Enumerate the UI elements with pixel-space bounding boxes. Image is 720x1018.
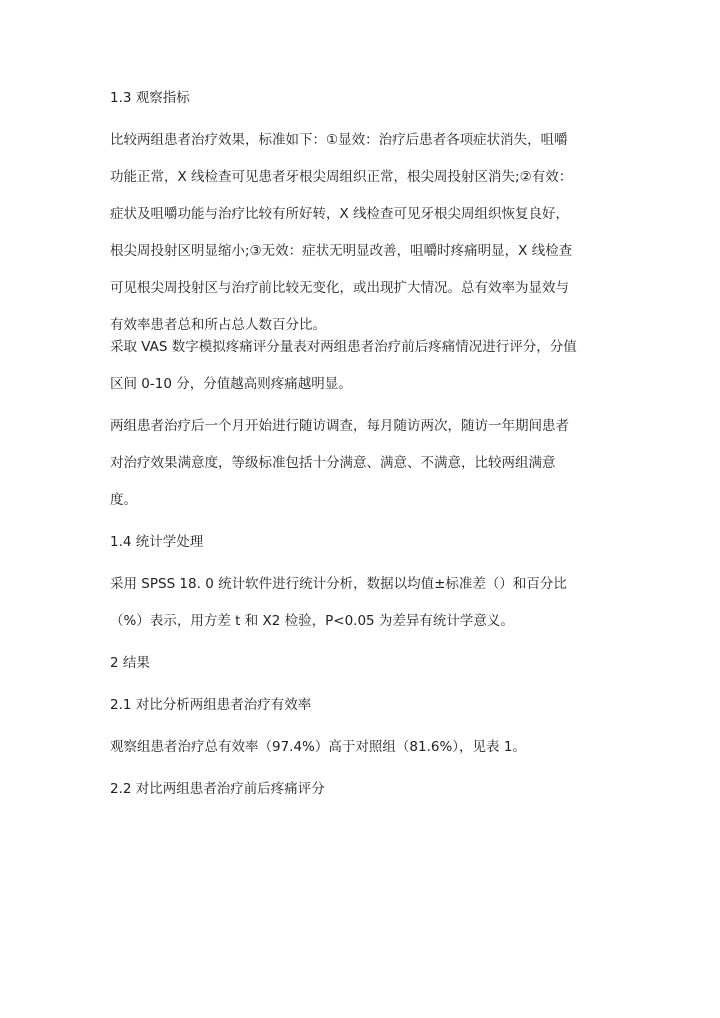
paragraph-line: 根尖周投射区明显缩小;③无效：症状无明显改善，咀嚼时疼痛明显，X 线检查 xyxy=(110,243,573,259)
paragraph-line: 功能正常，X 线检查可见患者牙根尖周组织正常，根尖周投射区消失;②有效： xyxy=(110,169,573,185)
section-heading-2-1: 2.1 对比分析两组患者治疗有效率 xyxy=(110,697,312,713)
section-heading-1-4: 1.4 统计学处理 xyxy=(110,534,204,550)
paragraph-line: 两组患者治疗后一个月开始进行随访调查，每月随访两次，随访一年期间患者 xyxy=(110,418,569,434)
paragraph-line: （%）表示，用方差 t 和 X2 检验，P<0.05 为差异有统计学意义。 xyxy=(110,613,514,629)
section-heading-1-3: 1.3 观察指标 xyxy=(110,90,190,106)
paragraph-line: 有效率患者总和所占总人数百分比。 xyxy=(110,317,326,333)
paragraph-line: 观察组患者治疗总有效率（97.4%）高于对照组（81.6%），见表 1。 xyxy=(110,739,526,755)
paragraph-line: 采用 SPSS 18. 0 统计软件进行统计分析，数据以均值±标准差（）和百分比 xyxy=(110,576,567,592)
paragraph-line: 区间 0-10 分，分值越高则疼痛越明显。 xyxy=(110,376,352,392)
section-heading-2: 2 结果 xyxy=(110,655,150,671)
paragraph-line: 症状及咀嚼功能与治疗比较有所好转，X 线检查可见牙根尖周组织恢复良好， xyxy=(110,206,570,222)
paragraph-line: 采取 VAS 数字模拟疼痛评分量表对两组患者治疗前后疼痛情况进行评分，分值 xyxy=(110,339,577,355)
paragraph-line: 度。 xyxy=(110,492,137,508)
section-heading-2-2: 2.2 对比两组患者治疗前后疼痛评分 xyxy=(110,781,325,797)
paragraph-line: 对治疗效果满意度，等级标准包括十分满意、满意、不满意，比较两组满意 xyxy=(110,455,556,471)
paragraph-line: 可见根尖周投射区与治疗前比较无变化，或出现扩大情况。总有效率为显效与 xyxy=(110,280,569,296)
paragraph-line: 比较两组患者治疗效果，标准如下：①显效：治疗后患者各项症状消失，咀嚼 xyxy=(110,132,568,148)
